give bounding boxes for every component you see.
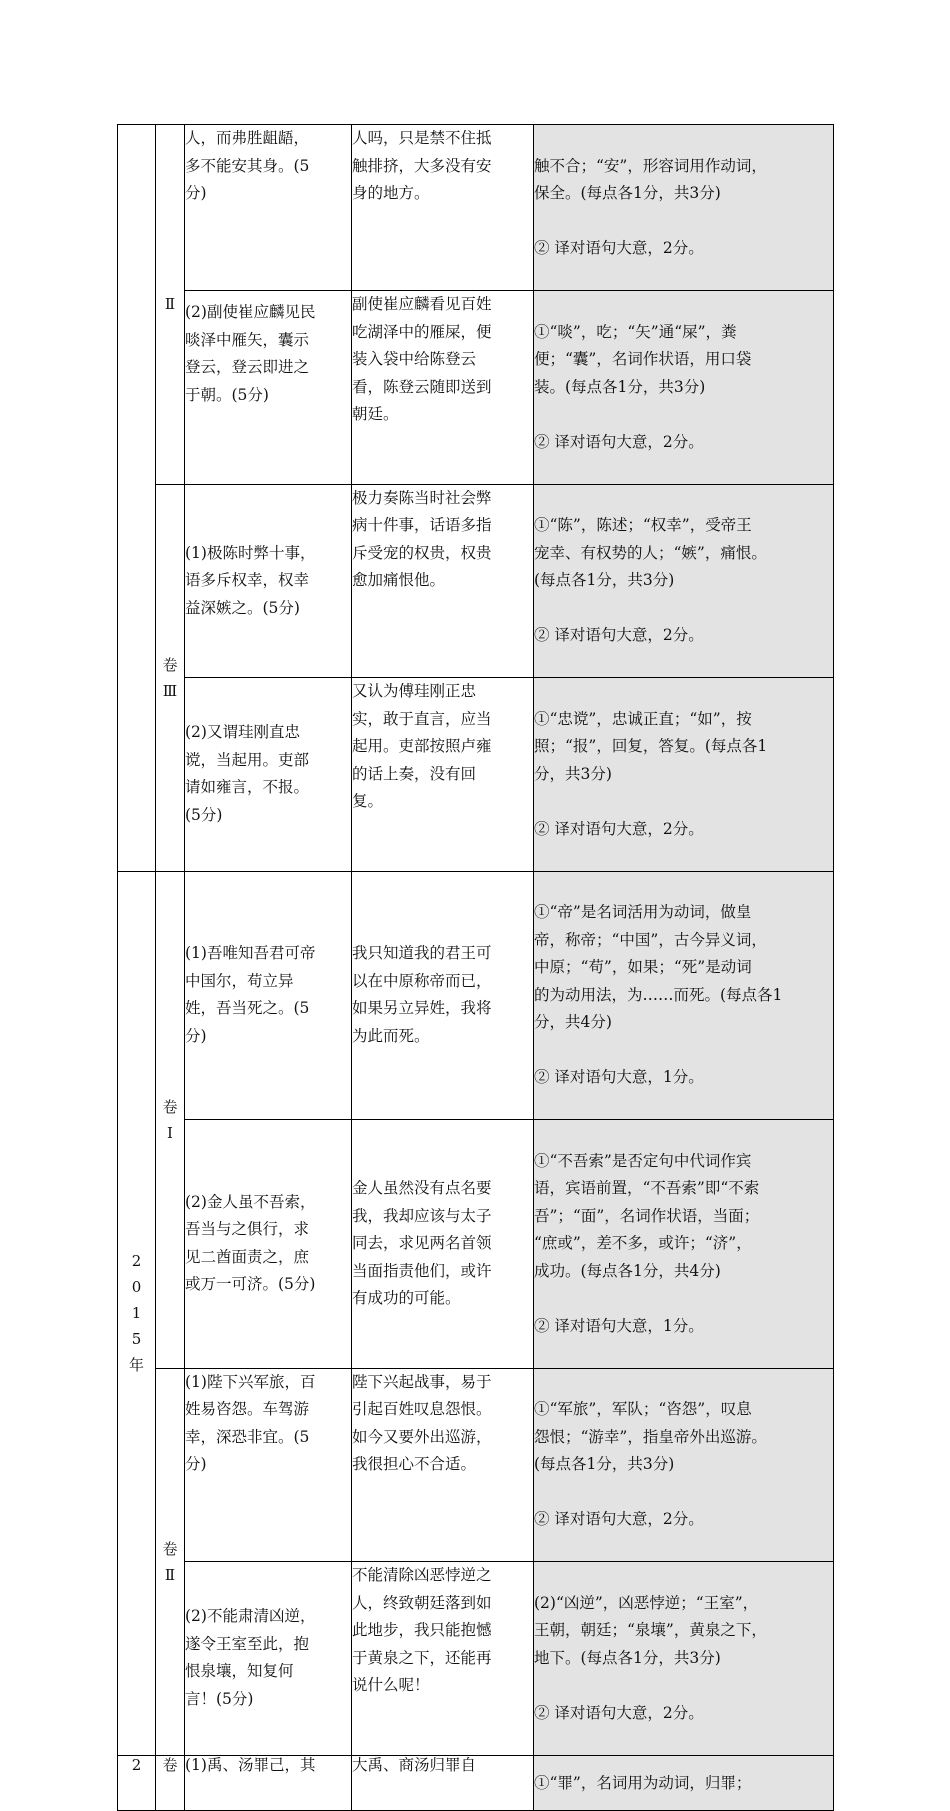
table-row <box>118 125 834 291</box>
question-cell: 人，而弗胜龃龉， 多不能安其身。(5 分) <box>185 125 352 291</box>
question-cell: (2)不能肃清凶逆， 遂令王室至此，抱 恨泉壤，知复何 言！(5分) <box>185 1562 352 1756</box>
question-cell: (1)极陈时弊十事， 语多斥权幸，权幸 益深嫉之。(5分) <box>185 484 352 678</box>
volume-cell-juan2 <box>156 1368 185 1755</box>
year-cell-2015 <box>118 871 156 1755</box>
year-cell-next <box>118 1755 156 1810</box>
question-cell: (2)又谓珪刚直忠 谠，当起用。吏部 请如雍言，不报。 (5分) <box>185 678 352 872</box>
scoring-summary: ② 译对语句大意，2分。 <box>534 432 704 451</box>
table-row <box>118 871 834 1120</box>
scoring-cell <box>534 1562 834 1756</box>
volume-label: Ⅱ <box>164 295 176 314</box>
scoring-cell <box>534 1755 834 1810</box>
volume-cell-juan3 <box>156 484 185 871</box>
table-row <box>118 678 834 872</box>
table-row <box>118 1562 834 1756</box>
scoring-point: ①“帝”是名词活用为动词，做皇 帝，称帝；“中国”，古今异义词， 中原；“苟”，如果；“死”是动词 的为动用法，为……而死。(每点各1 分，共4分) <box>534 903 783 1031</box>
scoring-cell <box>534 678 834 872</box>
scoring-point: ①“啖”，吃；“矢”通“屎”，粪 便；“囊”，名词作状语，用口袋 装。(每点各1分，共3分) <box>534 322 752 396</box>
scoring-point: ①“罪”，名词用为动词，归罪； <box>534 1773 752 1792</box>
scoring-cell <box>534 291 834 485</box>
table-row <box>118 1120 834 1369</box>
translation-cell: 人吗，只是禁不住抵 触排挤，大多没有安 身的地方。 <box>352 125 534 291</box>
year-char: 5 <box>131 1330 142 1348</box>
translation-scoring-table <box>117 124 834 1811</box>
scoring-cell <box>534 1120 834 1369</box>
scoring-cell <box>534 871 834 1120</box>
scoring-point: ①“军旅”，军队；“咨怨”，叹息 怨恨；“游幸”，指皇帝外出巡游。 (每点各1分，共3分) <box>534 1400 767 1473</box>
question-cell: (1)陛下兴军旅，百 姓易咨怨。车驾游 幸，深恐非宜。(5 分) <box>185 1368 352 1562</box>
question-cell: (1)禹、汤罪己，其 <box>185 1755 352 1810</box>
table-row <box>118 291 834 485</box>
scoring-cell <box>534 484 834 678</box>
translation-cell: 金人虽然没有点名要 我，我却应该与太子 同去，求见两名首领 当面指责他们，或许 有成功的可能。 <box>352 1120 534 1369</box>
volume-label: 卷 <box>162 1755 178 1774</box>
volume-numeral: Ⅲ <box>162 681 178 700</box>
year-char: 2 <box>131 1252 142 1270</box>
translation-cell: 大禹、商汤归罪自 <box>352 1755 534 1810</box>
volume-numeral: Ⅱ <box>164 1565 176 1584</box>
volume-label: 卷 <box>162 655 178 674</box>
table-row <box>118 1368 834 1562</box>
year-cell-prev <box>118 125 156 872</box>
question-cell: (2)金人虽不吾索， 吾当与之俱行，求 见二酋面责之，庶 或万一可济。(5分) <box>185 1120 352 1369</box>
translation-cell: 又认为傅珪刚正忠 实，敢于直言，应当 起用。吏部按照卢雍 的话上奏，没有回 复。 <box>352 678 534 872</box>
volume-label: 卷 <box>162 1097 178 1116</box>
translation-cell: 不能清除凶恶悖逆之 人，终致朝廷落到如 此地步，我只能抱憾 于黄泉之下，还能再 说什么呢！ <box>352 1562 534 1756</box>
question-cell: (2)副使崔应麟见民 啖泽中雁矢，囊示 登云，登云即进之 于朝。(5分) <box>185 291 352 485</box>
scoring-point: ①“不吾索”是否定句中代词作宾 语，宾语前置，“不吾索”即“不索 吾”；“面”，名词作状语，当面； “庶或”，差不多，或许；“济”， 成功。(每点各1分，共4分) <box>534 1151 760 1280</box>
volume-cell-juan2-top <box>156 125 185 485</box>
volume-numeral: Ⅰ <box>167 1123 173 1142</box>
scoring-point: 触不合；“安”，形容词用作动词， 保全。(每点各1分，共3分) <box>534 156 767 202</box>
scoring-point: ①“忠谠”，忠诚正直；“如”，按 照；“报”，回复，答复。(每点各1 分，共3分) <box>534 709 768 783</box>
scoring-summary: ② 译对语句大意，1分。 <box>534 1316 704 1335</box>
year-char: 0 <box>131 1278 142 1296</box>
translation-cell: 陛下兴起战事，易于 引起百姓叹息怨恨。 如今又要外出巡游， 我很担心不合适。 <box>352 1368 534 1562</box>
scoring-summary: ② 译对语句大意，2分。 <box>534 239 704 257</box>
translation-cell: 副使崔应麟看见百姓 吃湖泽中的雁屎，便 装入袋中给陈登云 看，陈登云随即送到 朝廷。 <box>352 291 534 485</box>
year-char: 2 <box>131 1755 142 1774</box>
volume-cell-juan1 <box>156 871 185 1368</box>
translation-cell: 极力奏陈当时社会弊 病十件事，话语多指 斥受宠的权贵，权贵 愈加痛恨他。 <box>352 484 534 678</box>
question-cell: (1)吾唯知吾君可帝 中国尔，苟立异 姓，吾当死之。(5 分) <box>185 871 352 1120</box>
scoring-summary: ② 译对语句大意，2分。 <box>534 1510 704 1528</box>
scoring-point: ①“陈”，陈述；“权幸”，受帝王 宠幸、有权势的人；“嫉”，痛恨。 (每点各1分，共3分) <box>534 516 767 589</box>
year-char: 年 <box>128 1356 144 1374</box>
scoring-cell <box>534 125 834 291</box>
volume-label: 卷 <box>162 1539 178 1558</box>
table-row <box>118 484 834 678</box>
volume-cell-next <box>156 1755 185 1810</box>
scoring-summary: ② 译对语句大意，2分。 <box>534 819 704 838</box>
year-char: 1 <box>131 1304 142 1322</box>
scoring-cell <box>534 1368 834 1562</box>
scoring-summary: ② 译对语句大意，1分。 <box>534 1068 704 1086</box>
translation-cell: 我只知道我的君王可 以在中原称帝而已， 如果另立异姓，我将 为此而死。 <box>352 871 534 1120</box>
table-row <box>118 1755 834 1810</box>
scoring-point: (2)“凶逆”，凶恶悖逆；“王室”， 王朝，朝廷；“泉壤”，黄泉之下， 地下。(每点各1分，共3分) <box>534 1593 767 1667</box>
scoring-summary: ② 译对语句大意，2分。 <box>534 1703 704 1722</box>
scoring-summary: ② 译对语句大意，2分。 <box>534 626 704 644</box>
